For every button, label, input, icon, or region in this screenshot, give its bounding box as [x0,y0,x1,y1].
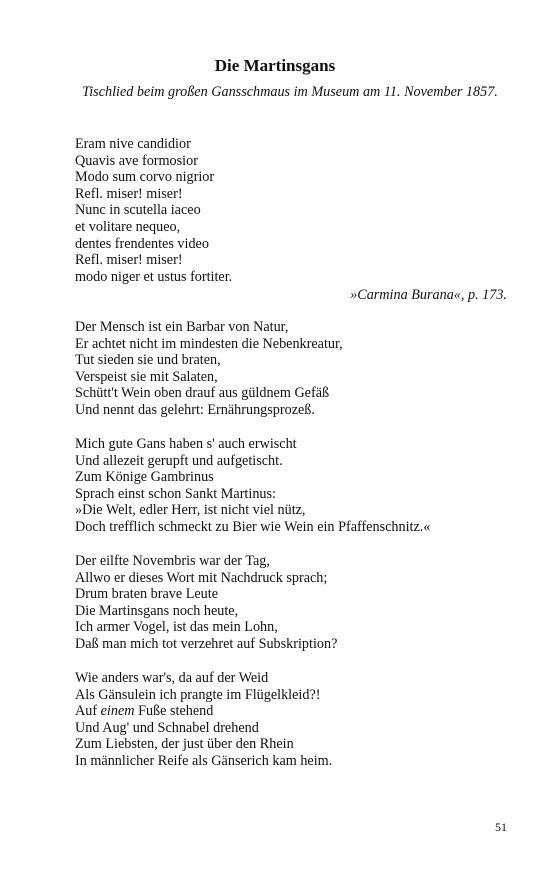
emphasized-word: einem [100,703,135,720]
epigraph-line: Eram nive candidior [75,136,191,152]
verse-line: Mich gute Gans haben s' auch erwischt [75,436,297,452]
verse-line: Schütt't Wein oben drauf aus güldnem Gefäß [75,385,330,402]
stanza-2 [75,436,430,536]
verse-line: Und allezeit gerupft und aufgetischt. [75,452,283,469]
verse-line: Wie anders war's, da auf der Weid [75,670,269,686]
verse-line: Und nennt das gelehrt: Ernährungsprozeß. [75,401,315,418]
epigraph-line: modo niger et ustus fortiter. [75,268,233,285]
verse-line: Allwo er dieses Wort mit Nachdruck sprach; [75,569,328,586]
epigraph-line: Refl. miser! miser! [75,185,183,202]
verse-line-rest: Fuße stehend [134,703,214,720]
verse-line: Der eilfte Novembris war der Tag, [75,553,270,569]
stanza-1 [75,319,343,419]
epigraph-line: Quavis ave formosior [75,152,198,169]
verse-line: Zum Liebsten, der just über den Rhein [75,736,294,753]
epigraph-line: et volitare nequeo, [75,218,181,235]
page-title: Die Martinsgans [214,56,336,75]
verse-line: Verspeist sie mit Salaten, [75,368,218,385]
stanza-3 [75,553,337,653]
verse-line: Er achtet nicht im mindesten die Nebenkreatur, [75,335,343,352]
verse-line: In männlicher Reife als Gänserich kam heim. [75,752,333,769]
verse-line: Zum Könige Gambrinus [75,469,214,486]
epigraph-attribution: »Carmina Burana«, p. 173. [350,287,507,303]
verse-line: Der Mensch ist ein Barbar von Natur, [75,319,289,335]
epigraph-line: Modo sum corvo nigrior [75,169,215,186]
stanza-4 [75,670,332,770]
verse-line: Tut sieden sie und braten, [75,352,221,369]
verse-line [75,703,332,720]
verse-line: Die Martinsgans noch heute, [75,602,239,619]
verse-line-start: Auf [75,703,101,720]
page-subtitle: Tischlied beim großen Gansschmaus im Museum am 11. November 1857. [82,84,498,100]
verse-line: Drum braten brave Leute [75,586,218,603]
verse-line: Sprach einst schon Sankt Martinus: [75,485,276,502]
verse-line: Und Aug' und Schnabel drehend [75,719,259,736]
page-number: 51 [495,820,507,834]
verse-line: Doch trefflich schmeckt zu Bier wie Wein ein Pfaffenschnitz.« [75,518,431,535]
verse-line: »Die Welt, edler Herr, ist nicht viel nütz, [75,502,306,519]
epigraph [75,136,232,285]
epigraph-line: Refl. miser! miser! [75,252,183,269]
verse-line: Daß man mich tot verzehret auf Subskription? [75,635,338,652]
epigraph-line: dentes frendentes video [75,235,209,252]
epigraph-line: Nunc in scutella iaceo [75,202,201,219]
verse-line: Als Gänsulein ich prangte im Flügelkleid?! [75,686,321,703]
verse-line: Ich armer Vogel, ist das mein Lohn, [75,619,278,636]
